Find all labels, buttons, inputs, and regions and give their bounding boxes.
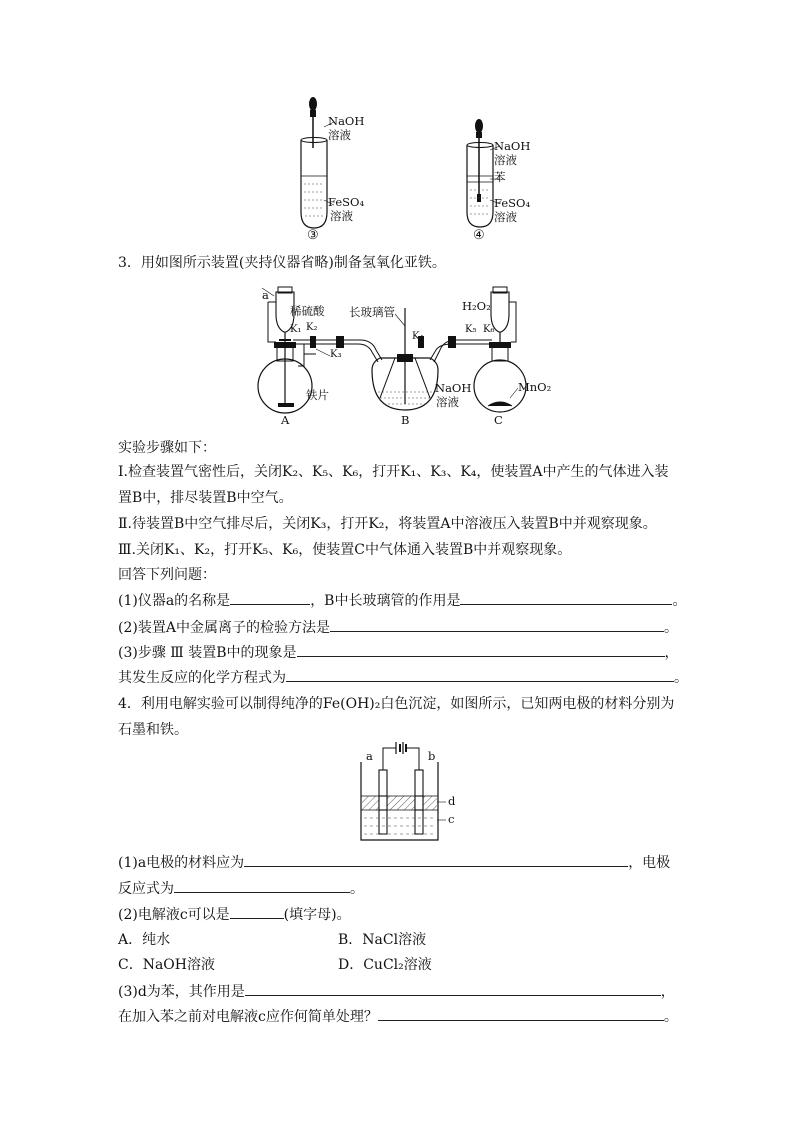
- q4-sub3b-end: 。: [663, 1009, 678, 1025]
- q4-sub3-blank[interactable]: [245, 981, 661, 996]
- tube4-number: ④: [473, 228, 485, 243]
- tube4-benzene-label: 苯: [494, 170, 506, 184]
- q4-stem-line2: 石墨和铁。: [118, 722, 188, 738]
- label-k4: K₄: [412, 331, 424, 342]
- q4-option-c: C．NaOH溶液: [118, 957, 215, 973]
- q4-sub2: [118, 904, 351, 925]
- label-flask-a: A: [281, 413, 290, 427]
- q4-sub3: [118, 981, 675, 1002]
- tube4-reagent-label: NaOH: [494, 139, 531, 153]
- tube4-solution-label-2: 溶液: [494, 210, 517, 224]
- q3-sub3b: [118, 667, 688, 688]
- label-flask-c: C: [494, 413, 503, 427]
- tube3-solution-label: FeSO₄: [328, 195, 365, 209]
- label-flask-b: B: [401, 413, 410, 427]
- tube4-reagent-label-2: 溶液: [494, 153, 517, 167]
- tube4-solution-label: FeSO₄: [494, 196, 531, 210]
- tube3-reagent-label-2: 溶液: [328, 128, 351, 142]
- q4-sub1-end: ，电极: [628, 855, 671, 871]
- q3-sub3b-blank[interactable]: [286, 667, 674, 682]
- label-dilute-acid: 稀硫酸: [290, 304, 325, 318]
- q4-sub1-text: (1)a电极的材料应为: [118, 855, 245, 871]
- label-a: a: [262, 288, 269, 302]
- q4-option-b: B．NaCl溶液: [338, 932, 427, 948]
- label-k6: K₆: [483, 324, 495, 335]
- q3-steps-title: 实验步骤如下：: [118, 440, 216, 456]
- q4-sub3-end: ，: [660, 984, 675, 1000]
- q3-sub3-text: (3)步骤 Ⅲ 装置B中的现象是: [118, 645, 297, 661]
- tube3-solution-label-2: 溶液: [330, 209, 353, 223]
- dropper-3: [309, 97, 317, 148]
- q3-sub1-end: 。: [672, 593, 687, 609]
- q4-sub3-text: (3)d为苯，其作用是: [118, 984, 245, 1000]
- q3-sub1: [118, 590, 686, 611]
- q4-option-a: A．纯水: [118, 932, 171, 948]
- label-k3: K₃: [330, 349, 342, 360]
- q3-sub2-text: (2)装置A中金属离子的检验方法是: [118, 620, 330, 636]
- q4-sub2-text: (2)电解液c可以是: [118, 907, 230, 923]
- q4-option-d: D．CuCl₂溶液: [338, 957, 432, 973]
- electrode-a-label: a: [366, 749, 373, 763]
- q3-sub1-blank-2[interactable]: [460, 590, 672, 605]
- q3-sub1-blank-1[interactable]: [230, 590, 310, 605]
- q3-answer-prompt: 回答下列问题：: [118, 567, 216, 583]
- label-naoh: NaOH: [435, 381, 472, 395]
- q3-sub3b-end: 。: [674, 670, 688, 686]
- q3-sub3b-text: 其发生反应的化学方程式为: [118, 670, 286, 686]
- q3-sub3-blank[interactable]: [297, 642, 665, 657]
- q3-sub1-text-a: (1)仪器a的名称是: [118, 593, 231, 609]
- apparatus-diagram: [0, 280, 800, 440]
- q4-stem-line1: 4．利用电解实验可以制得纯净的Fe(OH)₂白色沉淀，如图所示，已知两电极的材料分别为: [118, 696, 675, 712]
- test-tubes-diagram: [0, 0, 800, 250]
- q4-sub3b: [118, 1006, 678, 1027]
- q4-sub2-end: (填字母)。: [283, 907, 351, 923]
- label-mno2: MnO₂: [518, 380, 552, 394]
- electrode-b-label: b: [428, 749, 436, 763]
- q4-sub3b-text: 在加入苯之前对电解液c应作何简单处理？: [118, 1009, 378, 1025]
- dropper-4: [475, 119, 483, 202]
- electrolysis-diagram: [0, 740, 800, 850]
- label-k5: K₅: [465, 324, 477, 335]
- label-k1: K₁: [290, 324, 302, 335]
- q4-sub1b-end: 。: [350, 881, 364, 897]
- label-k2: K₂: [306, 322, 318, 333]
- label-naoh-solution: 溶液: [436, 395, 459, 409]
- q4-sub1-blank[interactable]: [244, 852, 628, 867]
- tube3-reagent-label: NaOH: [328, 114, 365, 128]
- tube3-number: ③: [307, 228, 319, 243]
- q3-sub3: [118, 642, 679, 663]
- q3-step2: Ⅱ.待装置B中空气排尽后，关闭K₃，打开K₂，将装置A中溶液压入装置B中并观察现象。: [118, 516, 657, 532]
- q3-sub2: [118, 617, 678, 638]
- layer-c-label: c: [448, 812, 455, 826]
- label-long-tube: 长玻璃管: [349, 305, 395, 319]
- q3-sub1-text-b: ，B中长玻璃管的作用是: [310, 593, 461, 609]
- q3-sub3-end: ，: [664, 645, 679, 661]
- layer-d-label: d: [448, 794, 456, 808]
- label-h2o2: H₂O₂: [462, 299, 491, 313]
- label-iron-piece: 铁片: [306, 388, 329, 402]
- q3-step3: Ⅲ.关闭K₁、K₂，打开K₅、K₆，使装置C中气体通入装置B中并观察现象。: [118, 542, 572, 558]
- q4-sub3b-blank[interactable]: [378, 1006, 664, 1021]
- q3-sub2-blank[interactable]: [330, 617, 664, 632]
- q4-sub1b-blank[interactable]: [174, 878, 350, 893]
- q4-sub2-blank[interactable]: [230, 904, 284, 919]
- q3-step1-line2: 置B中，排尽装置B中空气。: [118, 490, 293, 506]
- q3-sub2-end: 。: [663, 620, 678, 636]
- q4-sub1b-text: 反应式为: [118, 881, 174, 897]
- q3-step1-line1: Ⅰ.检查装置气密性后，关闭K₂、K₅、K₆，打开K₁、K₃、K₄，使装置A中产生的气体进入装: [118, 464, 669, 480]
- q4-sub1: [118, 852, 670, 873]
- q4-sub1b: [118, 878, 364, 899]
- q3-stem: 3．用如图所示装置(夹持仪器省略)制备氢氧化亚铁。: [118, 255, 446, 271]
